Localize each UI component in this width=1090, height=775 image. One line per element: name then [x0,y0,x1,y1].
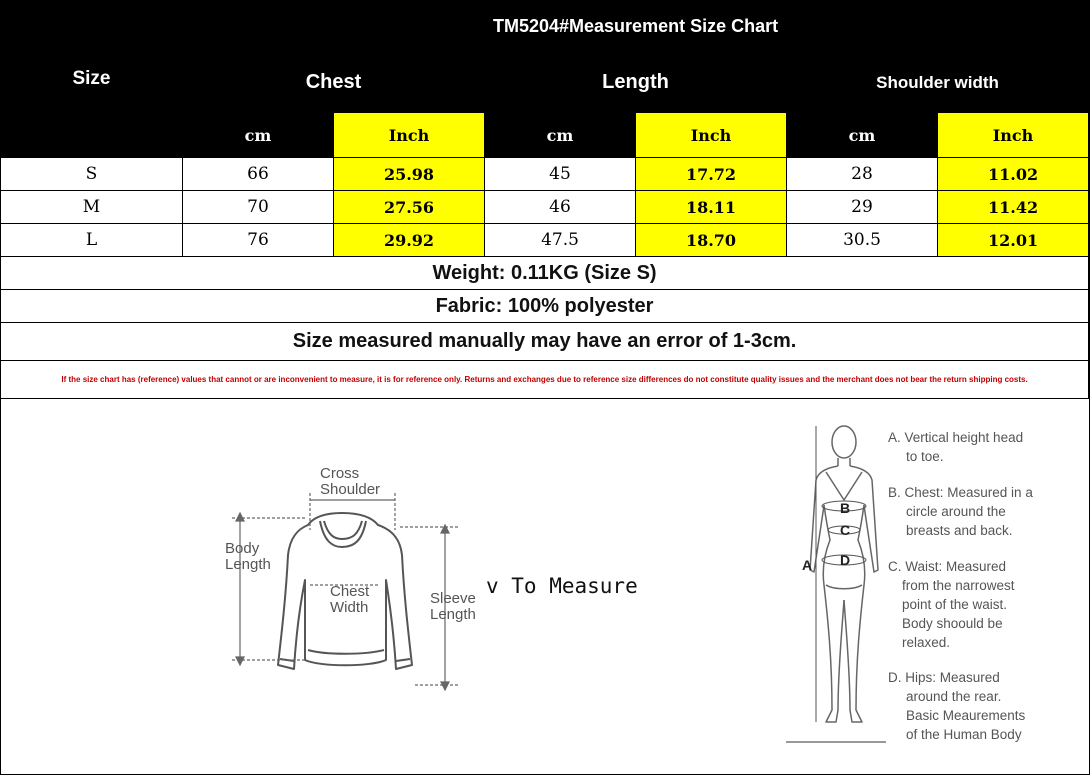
size-cell: S [1,158,183,191]
value-cell: 29.92 [334,224,485,257]
shoulder-width-header: Shoulder width [787,53,1089,113]
value-cell: 70 [183,191,334,224]
value-cell: 25.98 [334,158,485,191]
note-line: circle around the [906,504,1006,519]
how-to-measure-label: v To Measure [486,574,638,598]
length-header: Length [485,53,787,113]
value-cell: 45 [485,158,636,191]
marker-a: A [802,557,813,573]
value-cell: 66 [183,158,334,191]
value-cell: 27.56 [334,191,485,224]
note-line: relaxed. [902,635,951,650]
unit-cm: cm [183,113,334,158]
note-line: of the Human Body [906,727,1022,742]
value-cell: 76 [183,224,334,257]
value-cell: 30.5 [787,224,938,257]
note-line: from the narrowest [902,578,1015,593]
value-cell: 46 [485,191,636,224]
note-line: C. Waist: Measured [888,559,1007,574]
chest-width-label: Chest [330,583,370,600]
body-length-label: Length [225,556,271,573]
disclaimer-text: If the size chart has (reference) values that cannot or are inconvenient to measure, it is for reference only. Returns and exchanges due to reference size differences do not constitute quality issues and the merchant does not bear the return shipping costs. [1,361,1089,399]
unit-cm: cm [787,113,938,158]
size-header: Size [1,1,183,158]
size-cell: L [1,224,183,257]
value-cell: 18.70 [636,224,787,257]
marker-d: D [840,552,851,568]
unit-inch: Inch [938,113,1089,158]
value-cell: 12.01 [938,224,1089,257]
note-line: around the rear. [906,689,1002,704]
note-line: A. Vertical height head [888,430,1024,445]
chest-width-label: Width [330,599,369,616]
chart-title: TM5204#Measurement Size Chart [183,1,1089,53]
value-cell: 18.11 [636,191,787,224]
sleeve-length-label: Sleeve [430,590,476,607]
note-line: to toe. [906,449,944,464]
note-line: D. Hips: Measured [888,670,1000,685]
cross-shoulder-label: Shoulder [320,481,381,498]
unit-cm: cm [485,113,636,158]
value-cell: 11.42 [938,191,1089,224]
value-cell: 28 [787,158,938,191]
weight-note: Weight: 0.11KG (Size S) [1,257,1089,290]
chest-header: Chest [183,53,485,113]
value-cell: 47.5 [485,224,636,257]
note-line: Basic Meaurements [906,708,1026,723]
size-cell: M [1,191,183,224]
value-cell: 17.72 [636,158,787,191]
value-cell: 29 [787,191,938,224]
note-line: B. Chest: Measured in a [888,485,1033,500]
fabric-note: Fabric: 100% polyester [1,290,1089,323]
sleeve-length-label: Length [430,606,476,623]
error-note: Size measured manually may have an error of 1-3cm. [1,323,1089,361]
cross-shoulder-label: Cross [320,465,360,482]
note-line: Body shoould be [902,616,1003,631]
unit-inch: Inch [334,113,485,158]
note-line: point of the waist. [902,597,1008,612]
marker-b: B [840,500,851,516]
unit-inch: Inch [636,113,787,158]
note-line: breasts and back. [906,523,1013,538]
body-length-label: Body [225,540,260,557]
marker-c: C [840,522,851,538]
value-cell: 11.02 [938,158,1089,191]
